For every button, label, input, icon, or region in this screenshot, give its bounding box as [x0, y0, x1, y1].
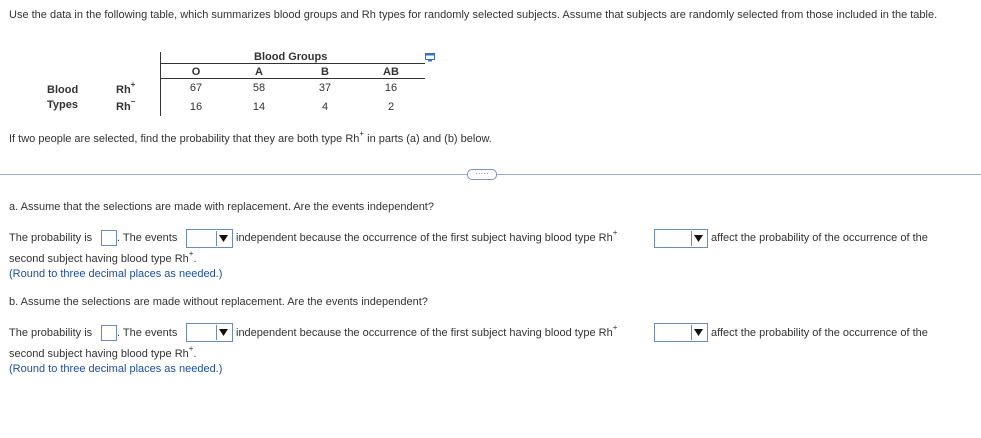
question-text: If two people are selected, find the probability that they are both type Rh+ in parts (a) and (b) below.: [9, 129, 492, 145]
chevron-down-icon: [691, 231, 706, 246]
row-label-rh-positive: Rh+: [116, 80, 136, 96]
part-b-affect-text: affect the probability of the occurrence of the: [711, 327, 928, 339]
column-header-o: O: [191, 66, 201, 78]
part-b-are-dropdown[interactable]: [186, 323, 233, 342]
intro-text: Use the data in the following table, which summarizes blood groups and Rh types for randomly selected subjects. Assume that subjects are randomly selected from those included in the table.: [9, 9, 938, 21]
expand-more-button[interactable]: ·····: [467, 169, 497, 180]
cell-rhneg-ab: 2: [387, 101, 395, 113]
table-column-rule: [160, 78, 425, 79]
part-b-prob-prefix: The probability is: [9, 327, 93, 339]
part-a-affect-text: affect the probability of the occurrence of the: [711, 232, 928, 244]
table-vertical-rule: [160, 52, 161, 116]
part-a-heading: a. Assume that the selections are made with replacement. Are the events independent?: [9, 201, 434, 213]
part-a-are-dropdown[interactable]: [186, 229, 233, 248]
cell-rhpos-o: 67: [189, 82, 203, 94]
chevron-down-icon: [691, 325, 706, 340]
column-header-b: B: [321, 66, 329, 78]
copy-table-icon[interactable]: [425, 53, 435, 62]
part-a-probability-input[interactable]: [101, 230, 117, 246]
part-b-heading: b. Assume the selections are made without replacement. Are the events independent?: [9, 296, 428, 308]
part-a-prob-prefix: The probability is: [9, 232, 93, 244]
blood-groups-title: Blood Groups: [254, 51, 328, 63]
column-header-a: A: [255, 66, 263, 78]
cell-rhneg-o: 16: [189, 101, 203, 113]
part-b-independent-text: independent because the occurrence of the first subject having blood type Rh+: [236, 323, 618, 339]
cell-rhneg-b: 4: [321, 101, 329, 113]
part-b-rounding-note: (Round to three decimal places as needed.): [9, 363, 223, 375]
part-b-probability-input[interactable]: [101, 325, 117, 341]
part-a-does-dropdown[interactable]: [654, 229, 708, 248]
row-label-rh-negative: Rh−: [116, 97, 136, 113]
cell-rhpos-a: 58: [252, 82, 266, 94]
cell-rhpos-ab: 16: [384, 82, 398, 94]
part-a-rounding-note: (Round to three decimal places as needed.): [9, 268, 223, 280]
cell-rhpos-b: 37: [318, 82, 332, 94]
cell-rhneg-a: 14: [252, 101, 266, 113]
row-header-blood: Blood: [47, 84, 79, 96]
table-header-rule: [160, 63, 425, 64]
chevron-down-icon: [216, 231, 231, 246]
chevron-down-icon: [216, 325, 231, 340]
part-b-second-line: second subject having blood type Rh+.: [9, 344, 197, 360]
part-b-events-label: . The events: [117, 327, 178, 339]
part-a-second-line: second subject having blood type Rh+.: [9, 249, 197, 265]
part-a-events-label: . The events: [117, 232, 178, 244]
part-b-does-dropdown[interactable]: [654, 323, 708, 342]
part-a-independent-text: independent because the occurrence of the first subject having blood type Rh+: [236, 228, 618, 244]
row-header-types: Types: [47, 99, 78, 111]
column-header-ab: AB: [383, 66, 399, 78]
